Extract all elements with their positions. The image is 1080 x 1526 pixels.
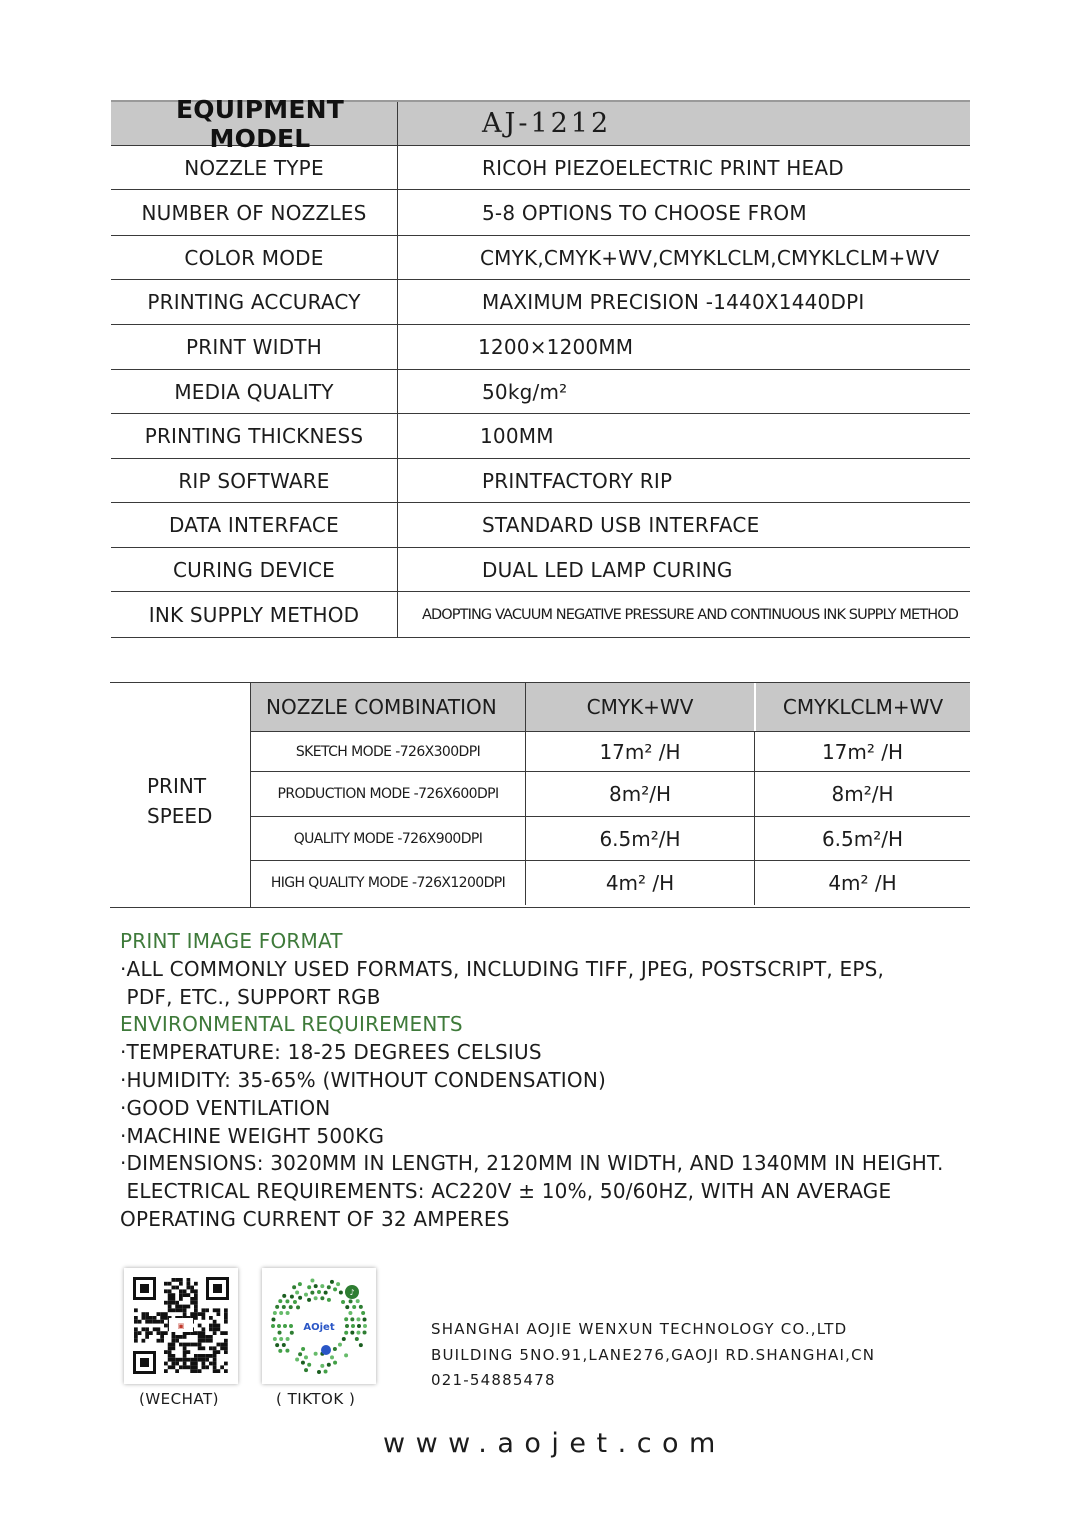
wechat-caption: (WECHAT) (139, 1390, 220, 1408)
tiktok-qr-code (262, 1268, 376, 1384)
spec-row-rip-software (111, 459, 970, 503)
spec-label: COLOR MODE (111, 236, 398, 279)
cmyklclm-wv-header: CMYKLCLM+WV (782, 695, 944, 719)
tiktok-caption: ( TIKTOK ) (276, 1390, 356, 1408)
spec-value: RICOH PIEZOELECTRIC PRINT HEAD (482, 155, 844, 180)
qr-code-icon (124, 1268, 238, 1384)
print-speed-label-line-2: SPEED (147, 804, 213, 828)
spec-value: PRINTFACTORY RIP (482, 468, 673, 493)
website-link[interactable]: www.aojet.com (383, 1428, 726, 1459)
print-image-format-heading: PRINT IMAGE FORMAT (120, 929, 343, 953)
spec-row-ink-supply-method (111, 592, 970, 638)
nozzle-combination-header: NOZZLE COMBINATION (251, 683, 526, 731)
spec-value: 5-8 OPTIONS TO CHOOSE FROM (482, 200, 807, 225)
environment-line: ·GOOD VENTILATION (120, 1095, 331, 1120)
spec-label: PRINTING THICKNESS (111, 414, 398, 458)
environment-line: ·DIMENSIONS: 3020MM IN LENGTH, 2120MM IN WIDTH, AND 1340MM IN HEIGHT. (120, 1151, 944, 1176)
print-speed-table (110, 682, 970, 908)
image-format-line: PDF, ETC., SUPPORT RGB (120, 984, 381, 1009)
speed-value-cmyklclm-wv: 8m²/H (831, 782, 894, 806)
environmental-requirements-heading: ENVIRONMENTAL REQUIREMENTS (120, 1012, 463, 1037)
speed-value-cmyk-wv: 6.5m²/H (526, 817, 755, 860)
speed-header-row (251, 683, 970, 732)
speed-row-quality (251, 817, 970, 861)
print-speed-label-line-1: PRINT (147, 774, 207, 798)
speed-value-cmyklclm-wv: 6.5m²/H (821, 826, 904, 851)
speed-row-sketch (251, 732, 970, 772)
spec-value: 100MM (480, 424, 554, 448)
spec-value: STANDARD USB INTERFACE (482, 513, 760, 537)
aojet-logo: AOjet (303, 1322, 335, 1333)
speed-row-production (251, 772, 970, 817)
spec-label: RIP SOFTWARE (111, 459, 398, 502)
print-speed-label (147, 771, 212, 831)
spec-value: 1200×1200MM (478, 335, 634, 359)
wechat-qr-code (124, 1268, 238, 1384)
spec-label: PRINT WIDTH (111, 325, 398, 369)
spec-label: DATA INTERFACE (111, 503, 398, 547)
speed-value-cmyklclm-wv: 4m² /H (828, 871, 897, 895)
speed-value-cmyk-wv: 8m²/H (526, 772, 755, 816)
spec-row-media-quality (111, 370, 970, 414)
speed-mode: QUALITY MODE -726X900DPI (251, 817, 526, 860)
environment-line: ·MACHINE WEIGHT 500KG (120, 1123, 385, 1148)
spec-label: NUMBER OF NOZZLES (111, 190, 398, 235)
company-info (431, 1317, 875, 1394)
spec-label: MEDIA QUALITY (111, 370, 398, 413)
equipment-model-value: AJ-1212 (482, 108, 612, 139)
spec-row-nozzle-type (111, 146, 970, 190)
spec-row-print-width (111, 325, 970, 370)
spec-value: MAXIMUM PRECISION -1440X1440DPI (482, 290, 865, 314)
info-section (120, 928, 1000, 1234)
speed-mode: HIGH QUALITY MODE -726X1200DPI (251, 861, 526, 905)
equipment-model-label: EQUIPMENT MODEL (111, 102, 398, 145)
tiktok-code-icon (262, 1268, 376, 1384)
svg-text:♪: ♪ (349, 1288, 355, 1297)
spec-header-row (111, 94, 970, 153)
speed-mode: SKETCH MODE -726X300DPI (251, 732, 526, 771)
spec-value: CMYK,CMYK+WV,CMYKLCLM,CMYKLCLM+WV (480, 245, 940, 270)
spec-label: NOZZLE TYPE (111, 146, 398, 189)
spec-value: ADOPTING VACUUM NEGATIVE PRESSURE AND CONTINUOUS INK SUPPLY METHOD (422, 606, 959, 623)
spec-label: INK SUPPLY METHOD (111, 592, 398, 637)
environment-line: ·HUMIDITY: 35-65% (WITHOUT CONDENSATION) (120, 1067, 607, 1092)
spec-row-number-of-nozzles (111, 190, 970, 236)
print-speed-grid (251, 683, 970, 907)
spec-table (111, 94, 970, 638)
cmyk-wv-header: CMYK+WV (526, 683, 756, 731)
company-address: BUILDING 5NO.91,LANE276,GAOJI RD.SHANGHAI,CN (431, 1345, 876, 1364)
spec-row-printing-thickness (111, 414, 970, 459)
spec-value: 50kg/m² (482, 379, 568, 404)
svg-text:▣: ▣ (177, 1322, 185, 1330)
image-format-line: ·ALL COMMONLY USED FORMATS, INCLUDING TIFF, JPEG, POSTSCRIPT, EPS, (120, 956, 885, 981)
environment-line: OPERATING CURRENT OF 32 AMPERES (120, 1206, 510, 1231)
spec-value: DUAL LED LAMP CURING (482, 557, 733, 582)
company-phone: 021-54885478 (431, 1371, 556, 1389)
environment-line: ·TEMPERATURE: 18-25 DEGREES CELSIUS (120, 1040, 542, 1065)
speed-value-cmyk-wv: 17m² /H (526, 732, 755, 771)
speed-value-cmyk-wv: 4m² /H (526, 861, 755, 905)
spec-row-printing-accuracy (111, 280, 970, 325)
spec-label: CURING DEVICE (111, 548, 398, 591)
spec-row-color-mode (111, 236, 970, 280)
environment-line: ELECTRICAL REQUIREMENTS: AC220V ± 10%, 50/60HZ, WITH AN AVERAGE (120, 1179, 892, 1204)
company-name: SHANGHAI AOJIE WENXUN TECHNOLOGY CO.,LTD (431, 1320, 848, 1338)
speed-value-cmyklclm-wv: 17m² /H (821, 739, 904, 764)
speed-row-high-quality (251, 861, 970, 905)
print-speed-side-cell (110, 683, 251, 907)
spec-row-data-interface (111, 503, 970, 548)
speed-mode: PRODUCTION MODE -726X600DPI (251, 772, 526, 816)
spec-label: PRINTING ACCURACY (111, 280, 398, 324)
spec-row-curing-device (111, 548, 970, 592)
